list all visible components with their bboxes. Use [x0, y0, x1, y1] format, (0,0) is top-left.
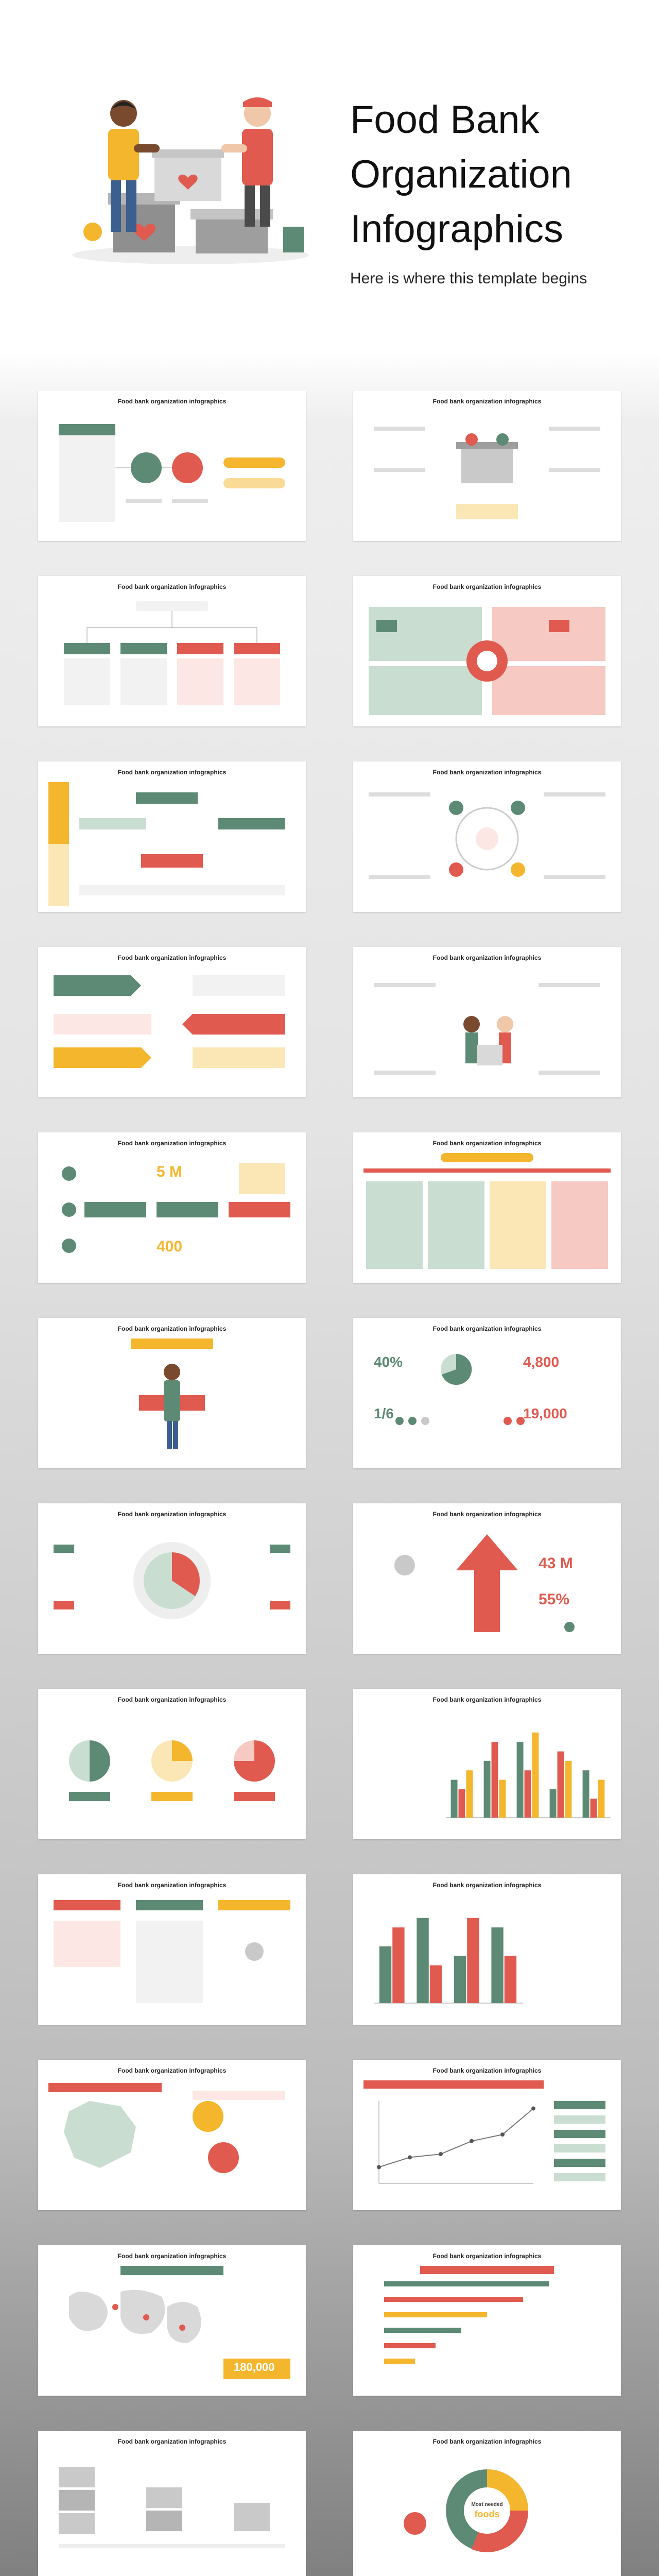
slide-thumbnail-14[interactable] — [353, 1503, 621, 1654]
bar-series-2-1 — [392, 1927, 404, 2003]
legend-row-2 — [554, 2115, 605, 2124]
hero-title-block — [350, 93, 587, 287]
slide-title: Food bank organization infographics — [117, 2252, 227, 2260]
bar-meals-5 — [583, 1770, 589, 1818]
hero-title-line-3: Infographics — [350, 207, 564, 251]
series-line — [379, 2109, 533, 2167]
slide-thumbnail-9[interactable] — [38, 1132, 306, 1283]
slide-thumbnail-8[interactable] — [353, 947, 621, 1097]
bar-series-1-2 — [417, 1918, 428, 2003]
bar-chart-grouped — [353, 1874, 621, 2025]
slide-title: Food bank organization infographics — [432, 2252, 542, 2260]
slide-thumbnail-1[interactable] — [38, 391, 306, 541]
bar-meals-3 — [517, 1742, 524, 1818]
slide-thumbnail-24[interactable] — [353, 2431, 621, 2576]
slide-thumbnail-13[interactable] — [38, 1503, 306, 1654]
stat-180000: 180,000 — [234, 2361, 275, 2374]
slide-title: Food bank organization infographics — [117, 1511, 227, 1518]
hero-subtitle: Here is where this template begins — [350, 270, 587, 287]
slide-title: Food bank organization infographics — [117, 954, 227, 961]
slide-graphic — [353, 1132, 621, 1283]
bar-fruits-1 — [466, 1770, 473, 1818]
bar-series-1-4 — [491, 1927, 503, 2003]
bar-meals-1 — [451, 1780, 458, 1818]
slide-thumbnail-5[interactable] — [38, 761, 306, 912]
bar-vegetables-3 — [525, 1770, 531, 1818]
slide-title: Food bank organization infographics — [432, 2438, 542, 2445]
bar-series-1-3 — [454, 1956, 466, 2003]
point-Apr — [470, 2139, 474, 2143]
hero-header — [0, 0, 659, 350]
slide-thumbnail-17[interactable] — [38, 1874, 306, 2025]
slide-thumbnail-4[interactable] — [353, 576, 621, 726]
slide-graphic — [38, 2431, 306, 2576]
point-Jun — [531, 2107, 535, 2111]
slide-title: Food bank organization infographics — [432, 1511, 542, 1518]
stat-value-400: 400 — [157, 1238, 183, 1255]
slide-title: Food bank organization infographics — [432, 769, 542, 776]
slide-graphic — [353, 947, 621, 1097]
hero-title-line-2: Organization — [350, 152, 572, 196]
bar-chart-types-of-food — [353, 1689, 621, 1839]
slide-title: Food bank organization infographics — [432, 583, 542, 590]
bar-series-1-1 — [379, 1946, 391, 2003]
slide-thumbnail-10[interactable] — [353, 1132, 621, 1283]
legend-row-3 — [554, 2130, 605, 2138]
donut-center-label-1: Most needed — [471, 2502, 503, 2507]
legend-row-4 — [554, 2144, 605, 2153]
chart-header-bar — [363, 2080, 544, 2089]
slide-thumbnail-3[interactable] — [38, 576, 306, 726]
slide-grid — [0, 350, 659, 2576]
slide-graphic — [353, 2245, 621, 2396]
slide-graphic — [38, 391, 306, 541]
stat-one-sixth: 1/6 — [374, 1405, 394, 1421]
slide-title: Food bank organization infographics — [117, 769, 227, 776]
bar-meals-4 — [550, 1789, 557, 1818]
donut-center-label-2: foods — [474, 2509, 500, 2519]
bar-series-2-3 — [467, 1918, 479, 2003]
bar-fruits-4 — [565, 1761, 571, 1818]
slide-thumbnail-19[interactable] — [38, 2060, 306, 2210]
slide-title: Food bank organization infographics — [432, 1140, 542, 1147]
slide-title: Food bank organization infographics — [117, 1140, 227, 1147]
bar-meals-2 — [484, 1761, 491, 1818]
slide-graphic — [38, 947, 306, 1097]
slide-graphic — [38, 1318, 306, 1468]
bar-vegetables-1 — [459, 1789, 465, 1818]
slide-title: Food bank organization infographics — [117, 1882, 227, 1889]
slide-title: Food bank organization infographics — [117, 1325, 227, 1332]
slide-title: Food bank organization infographics — [117, 1696, 227, 1703]
slide-graphic — [38, 1874, 306, 2025]
slide-title: Food bank organization infographics — [432, 2067, 542, 2074]
slide-thumbnail-20-line-chart[interactable] — [353, 2060, 621, 2210]
stat-55-percent: 55% — [539, 1591, 570, 1608]
slide-title: Food bank organization infographics — [117, 2438, 227, 2445]
slide-thumbnail-6[interactable] — [353, 761, 621, 912]
slide-graphic — [38, 1689, 306, 1839]
bar-fruits-3 — [532, 1733, 539, 1818]
bar-vegetables-5 — [591, 1799, 597, 1818]
stat-19000: 19,000 — [523, 1405, 567, 1421]
stat-value-5m: 5 M — [157, 1163, 183, 1180]
bar-series-2-2 — [430, 1965, 442, 2003]
legend-row-6 — [554, 2173, 605, 2181]
bar-series-2-4 — [505, 1956, 516, 2003]
bar-fruits-5 — [598, 1780, 604, 1818]
slide-thumbnail-7[interactable] — [38, 947, 306, 1097]
slide-thumbnail-18-bar-chart[interactable] — [353, 1874, 621, 2025]
slide-thumbnail-2[interactable] — [353, 391, 621, 541]
legend-row-5 — [554, 2159, 605, 2167]
slide-title: Food bank organization infographics — [432, 398, 542, 405]
slide-graphic — [38, 761, 306, 912]
bar-fruits-2 — [499, 1780, 506, 1818]
slide-graphic — [38, 1503, 306, 1654]
slide-graphic — [38, 576, 306, 726]
slide-title: Food bank organization infographics — [432, 1882, 542, 1889]
slide-thumbnail-22[interactable] — [353, 2245, 621, 2396]
slide-graphic — [353, 391, 621, 541]
point-Feb — [408, 2155, 412, 2159]
slide-graphic — [353, 761, 621, 912]
slide-thumbnail-23[interactable] — [38, 2431, 306, 2576]
slide-graphic — [38, 1132, 306, 1283]
bar-vegetables-2 — [492, 1742, 498, 1818]
slide-thumbnail-21[interactable] — [38, 2245, 306, 2396]
point-May — [500, 2132, 505, 2137]
slide-title: Food bank organization infographics — [117, 398, 227, 405]
hero-title-line-1: Food Bank — [350, 98, 540, 142]
stat-40-percent: 40% — [374, 1354, 403, 1370]
point-Jan — [377, 2165, 381, 2169]
point-Mar — [439, 2152, 443, 2156]
stat-4800: 4,800 — [523, 1354, 560, 1370]
slide-graphic — [38, 2060, 306, 2210]
volunteers-illustration — [62, 77, 319, 273]
slide-graphic — [353, 576, 621, 726]
slide-title: Food bank organization infographics — [117, 583, 227, 590]
bar-vegetables-4 — [558, 1751, 564, 1818]
slide-graphic — [353, 1318, 621, 1468]
stat-43m: 43 M — [539, 1555, 573, 1572]
slide-title: Food bank organization infographics — [432, 1325, 542, 1332]
legend-row-1 — [554, 2101, 605, 2109]
slide-thumbnail-12[interactable] — [353, 1318, 621, 1468]
slide-thumbnail-11[interactable] — [38, 1318, 306, 1468]
slide-graphic — [353, 1503, 621, 1654]
slide-title: Food bank organization infographics — [432, 1696, 542, 1703]
line-chart-food-supplies — [353, 2060, 621, 2210]
slide-title: Food bank organization infographics — [117, 2067, 227, 2074]
slide-title: Food bank organization infographics — [432, 954, 542, 961]
slide-thumbnail-15[interactable] — [38, 1689, 306, 1839]
slide-thumbnail-16-bar-chart[interactable] — [353, 1689, 621, 1839]
